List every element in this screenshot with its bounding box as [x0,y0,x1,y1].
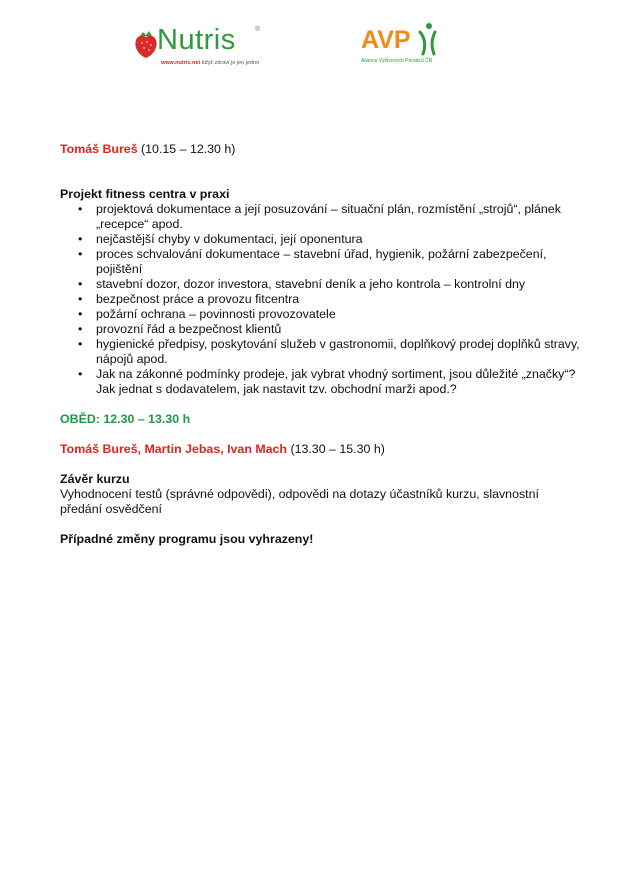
list-item: • hygienické předpisy, poskytování služeb v gastronomii, doplňkový prodej doplňků stravy, nápojů apod. [96,337,580,367]
block2-time: (13.30 – 15.30 h) [287,442,385,456]
lunch-break: OBĚD: 12.30 – 13.30 h [60,412,191,426]
list-item: • stavební dozor, dozor investora, stavební deník a jeho kontrola – kontrolní dny [96,277,580,292]
program-note: Případné změny programu jsou vyhrazeny! [60,532,314,546]
list-item: • požární ochrana – povinnosti provozovatele [96,307,580,322]
nutris-tagline: www.nutris.net když zdraví je jen jedno [161,60,260,66]
list-item: • provozní řád a bezpečnost klientů [96,322,580,337]
person-figure-icon [416,22,438,56]
block1-heading [60,142,580,157]
list-item: • nejčastější chyby v dokumentaci, její oponentura [96,232,580,247]
avp-tagline: Aliance Výživových Poradců ČR [361,58,433,64]
block2-speakers: Tomáš Bureš, Martin Jebas, Ivan Mach [60,442,288,456]
program-content [60,142,580,547]
header-logos [0,22,620,82]
strawberry-icon [133,30,159,60]
block2-text: Vyhodnocení testů (správné odpovědi), odpovědi na dotazy účastníků kurzu, slavnostní předání osvědčení [60,487,539,516]
list-item: • proces schvalování dokumentace – stavební úřad, hygienik, požární zabezpečení, pojištění [96,247,580,277]
avp-wordmark: AVP [361,26,411,54]
block2-title: Závěr kurzu [60,472,130,486]
registered-mark: ® [255,26,261,33]
block1-time: (10.15 – 12.30 h) [137,142,236,156]
list-item: • Jak na zákonné podmínky prodeje, jak vybrat vhodný sortiment, jsou důležité „značky“? Jak jednat s dodavatelem, jak nastavit tzv. obchodní marži apod.? [96,367,580,397]
block1-speaker: Tomáš Bureš [60,142,138,156]
topic-list [60,202,580,397]
nutris-wordmark: Nutris [157,24,236,56]
list-item: • projektová dokumentace a její posuzování – situační plán, rozmístění „strojů“, plánek „recepce“ apod. [96,202,580,232]
list-item: • bezpečnost práce a provozu fitcentra [96,292,580,307]
avp-logo [360,22,480,72]
nutris-logo [133,22,273,72]
block2-heading [60,442,580,457]
block1-title: Projekt fitness centra v praxi [60,187,230,201]
